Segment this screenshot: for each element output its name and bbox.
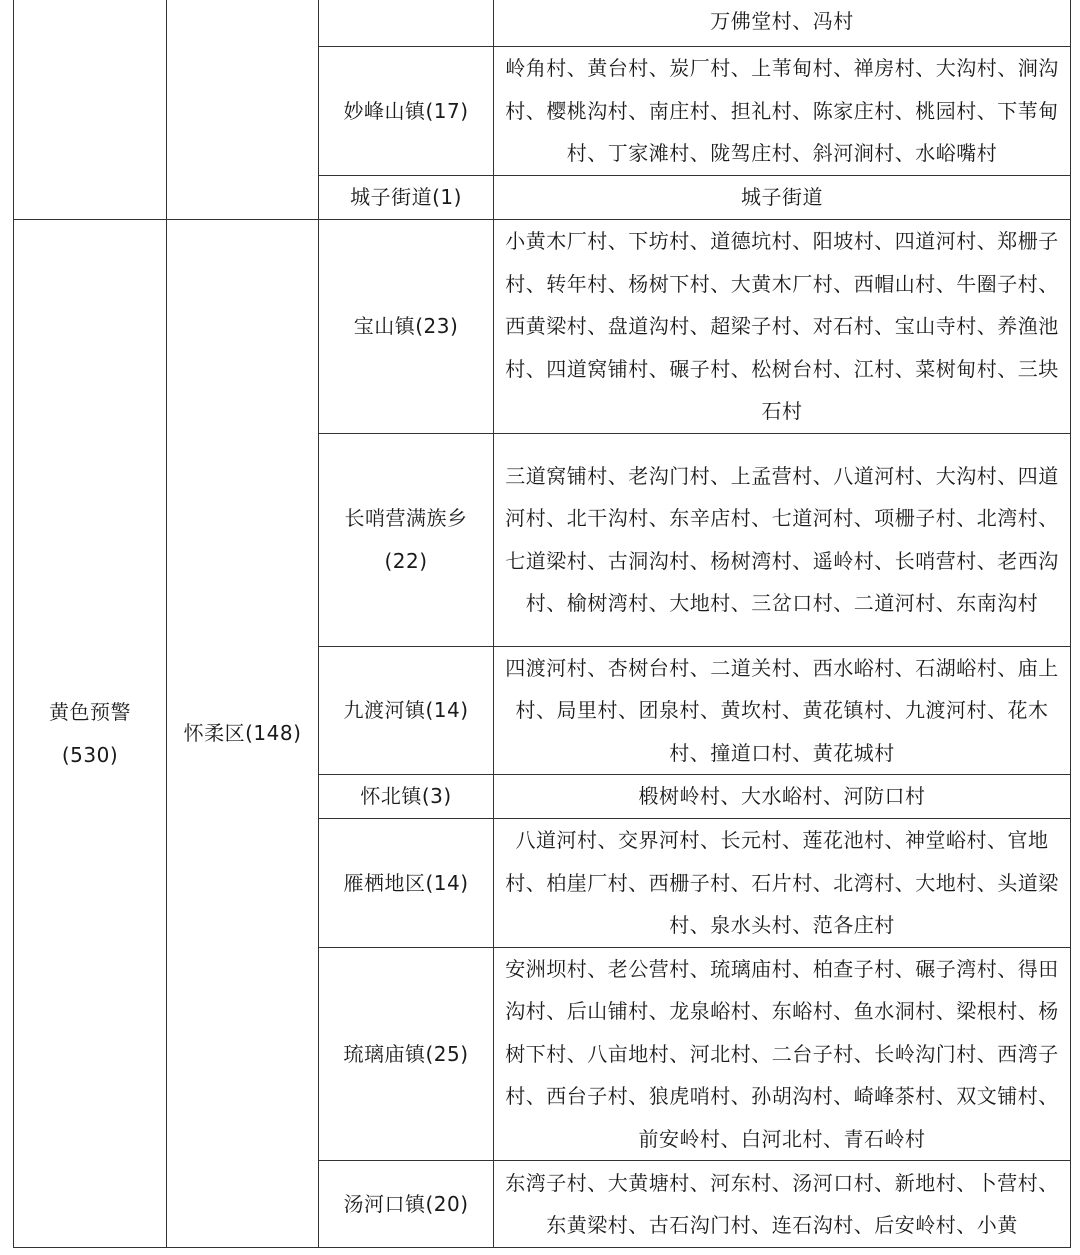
town-cell: 妙峰山镇(17) (319, 47, 494, 176)
town-cell: 汤河口镇(20) (319, 1161, 494, 1248)
town-cell (319, 433, 494, 646)
villages-cell: 三道窝铺村、老沟门村、上孟营村、八道河村、大沟村、四道河村、北干沟村、东辛店村、七道河村、项栅子村、北湾村、七道梁村、古洞沟村、杨树湾村、遥岭村、长哨营村、老西沟村、榆树湾村、大地村、三岔口村、二道河村、东南沟村 (494, 433, 1071, 646)
warning-villages-table (13, 0, 1071, 1248)
town-count-label: (22) (384, 548, 428, 573)
previous-district-cell (167, 0, 319, 220)
town-cell: 怀北镇(3) (319, 775, 494, 819)
warning-count-label: (530) (61, 742, 119, 767)
town-cell: 雁栖地区(14) (319, 819, 494, 948)
town-cell (319, 0, 494, 47)
town-cell: 宝山镇(23) (319, 220, 494, 434)
villages-cell: 椴树岭村、大水峪村、河防口村 (494, 775, 1071, 819)
table-row (14, 220, 1071, 434)
warning-level-label: 黄色预警 (49, 700, 131, 724)
villages-cell: 安洲坝村、老公营村、琉璃庙村、柏查子村、碾子湾村、得田沟村、后山铺村、龙泉峪村、东峪村、鱼水洞村、梁根村、杨树下村、八亩地村、河北村、二台子村、长岭沟门村、西湾子村、西台子村、狼虎哨村、孙胡沟村、崎峰茶村、双文铺村、前安岭村、白河北村、青石岭村 (494, 947, 1071, 1161)
town-name-label: 长哨营满族乡 (344, 506, 468, 530)
warning-level-cell (14, 220, 167, 1248)
villages-cell: 小黄木厂村、下坊村、道德坑村、阳坡村、四道河村、郑栅子村、转年村、杨树下村、大黄木厂村、西帽山村、牛圈子村、西黄梁村、盘道沟村、超梁子村、对石村、宝山寺村、养渔池村、四道窝铺村、碾子村、松树台村、江村、菜树甸村、三块石村 (494, 220, 1071, 434)
district-cell: 怀柔区(148) (167, 220, 319, 1248)
villages-cell: 岭角村、黄台村、炭厂村、上苇甸村、禅房村、大沟村、涧沟村、樱桃沟村、南庄村、担礼村、陈家庄村、桃园村、下苇甸村、丁家滩村、陇驾庄村、斜河涧村、水峪嘴村 (494, 47, 1071, 176)
town-cell: 九渡河镇(14) (319, 646, 494, 775)
villages-cell: 万佛堂村、冯村 (494, 0, 1071, 47)
villages-cell: 八道河村、交界河村、长元村、莲花池村、神堂峪村、官地村、柏崖厂村、西栅子村、石片村、北湾村、大地村、头道梁村、泉水头村、范各庄村 (494, 819, 1071, 948)
town-cell: 琉璃庙镇(25) (319, 947, 494, 1161)
previous-district-level-cell (14, 0, 167, 220)
table-row (14, 0, 1071, 47)
villages-cell: 城子街道 (494, 176, 1071, 220)
town-cell: 城子街道(1) (319, 176, 494, 220)
villages-cell: 东湾子村、大黄塘村、河东村、汤河口村、新地村、卜营村、东黄梁村、古石沟门村、连石沟村、后安岭村、小黄 (494, 1161, 1071, 1248)
villages-cell: 四渡河村、杏树台村、二道关村、西水峪村、石湖峪村、庙上村、局里村、团泉村、黄坎村、黄花镇村、九渡河村、花木村、撞道口村、黄花城村 (494, 646, 1071, 775)
